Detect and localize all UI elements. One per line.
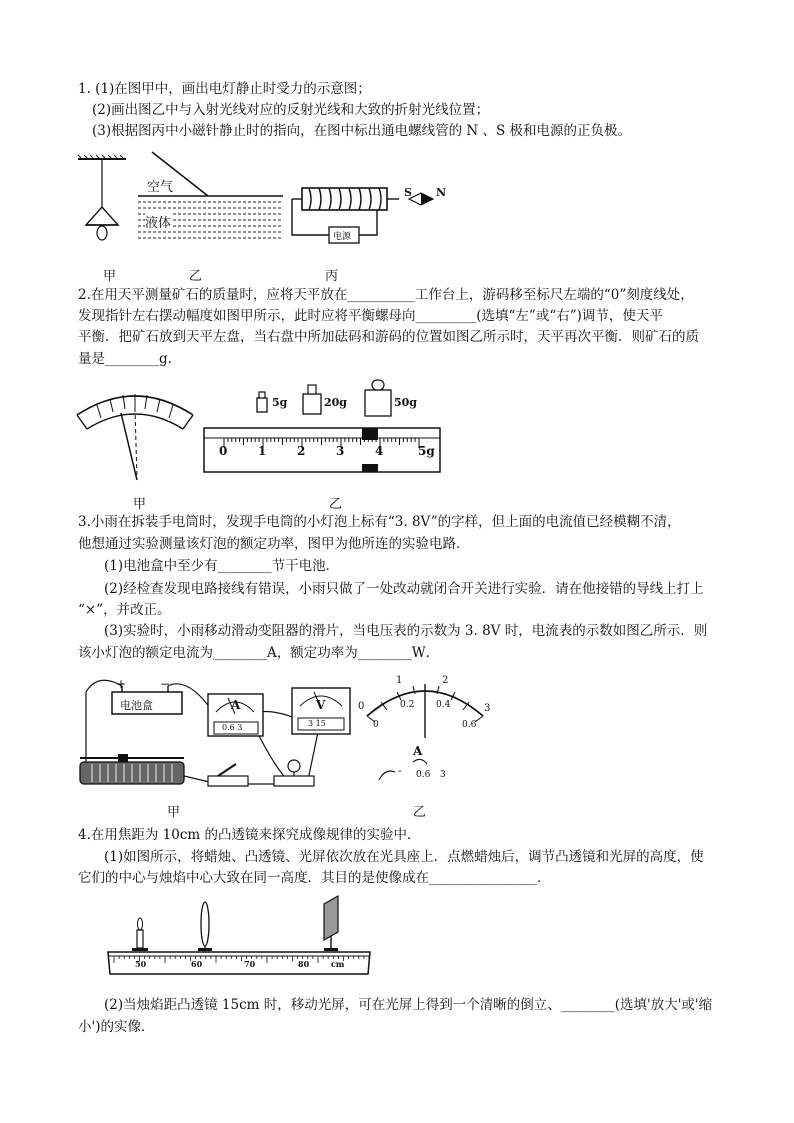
terminal-3: 3: [440, 770, 446, 780]
q4-line4: (2)当烛焰距凸透镜 15cm 时，移动光屏，可在光屏上得到一个清晰的倒立、________(选填'放大'或'缩: [104, 997, 713, 1013]
q4-line2: (1)如图所示，将蜡烛、凸透镜、光屏依次放在光具座上．点燃蜡烛后，调节凸透镜和光屏的高度，使: [104, 849, 704, 865]
q3-line7: 该小灯泡的额定电流为________A，额定功率为________W．: [78, 645, 440, 661]
ruler-tick-1: 1: [258, 444, 267, 458]
liquid-label: 液体: [145, 212, 171, 231]
compass-n-label: N: [436, 186, 447, 199]
circuit-figure: [78, 672, 348, 802]
scale-bot-0: 0: [373, 720, 379, 730]
q3-caption-yi: 乙: [413, 805, 427, 820]
ruler-tick-2: 2: [297, 444, 306, 458]
q3-line2: 他想通过实验测量该灯泡的额定功率，图甲为他所连的实验电路．: [78, 536, 470, 552]
q3-line4: (2)经检查发现电路接线有错误，小雨只做了一处改动就闭合开关进行实验．请在他接错的导线上打上: [104, 581, 704, 597]
bench-label-cm: cm: [331, 959, 345, 969]
q3-caption-jia: 甲: [167, 805, 181, 820]
scale-top-3: 3: [484, 703, 491, 714]
q4-line3: 它们的中心与烛焰中心大致在同一高度．其目的是使像成在________________．: [78, 870, 551, 886]
ruler-tick-4: 4: [375, 444, 384, 458]
q1-line3: (3)根据图丙中小磁针静止时的指向，在图中标出通电螺线管的 N 、S 极和电源的正负极。: [92, 123, 632, 139]
meter-unit-label: A: [413, 744, 423, 758]
weight-5g-label: 5g: [272, 396, 288, 409]
battery-minus-label: −: [160, 677, 171, 691]
balance-pointer-figure: [75, 385, 205, 485]
scale-bot-02: 0.2: [400, 700, 415, 710]
weights-ruler-figure: [200, 378, 440, 478]
q2-caption-jia: 甲: [133, 497, 147, 512]
scale-top-1: 1: [396, 675, 403, 686]
bench-label-50: 50: [135, 959, 147, 969]
q3-line1: 3.小雨在拆装手电筒时，发现手电筒的小灯泡上标有“3. 8V”的字样，但上面的电流值已经模糊不清，: [78, 514, 681, 530]
q2-caption-yi: 乙: [329, 497, 343, 512]
q1-caption-jia: 甲: [103, 269, 117, 284]
q3-line6: (3)实验时，小雨移动滑动变阻器的滑片，当电压表的示数为 3. 8V 时，电流表的示数如图乙所示．则: [104, 623, 708, 639]
scale-top-2: 2: [442, 675, 449, 686]
ammeter-label: A: [231, 698, 241, 712]
air-label: 空气: [147, 176, 173, 195]
weight-50g-label: 50g: [394, 396, 417, 409]
ammeter-terminals: 0.6 3: [222, 723, 243, 732]
hanging-lamp-figure: [78, 155, 138, 255]
q1-caption-bing: 丙: [325, 269, 339, 284]
q2-line3: 平衡．把矿石放到天平左盘，当右盘中所加砝码和游码的位置如图乙所示时，天平再次平衡．则矿石的质: [78, 329, 699, 345]
terminal-minus: -: [398, 764, 402, 777]
ruler-tick-5g: 5g: [418, 444, 435, 458]
ruler-tick-3: 3: [336, 444, 345, 458]
q3-line3: (1)电池盒中至少有________节干电池．: [104, 558, 340, 574]
terminal-06: 0.6: [416, 770, 431, 780]
bench-label-60: 60: [191, 959, 203, 969]
q1-caption-yi: 乙: [189, 269, 203, 284]
scale-bot-06: 0.6: [462, 720, 477, 730]
voltmeter-terminals: 3 15: [308, 719, 326, 728]
battery-plus-label: +: [116, 677, 127, 691]
weight-20g-label: 20g: [324, 396, 347, 409]
q2-line4: 量是________g．: [78, 351, 182, 367]
q1-line2: (2)画出图乙中与入射光线对应的反射光线和大致的折射光线位置；: [92, 102, 490, 118]
q3-line5: “×”，并改正。: [78, 602, 171, 618]
scale-bot-04: 0.4: [436, 700, 451, 710]
q1-line1: 1. (1)在图甲中，画出电灯静止时受力的示意图；: [78, 81, 371, 97]
scale-top-0: 0: [358, 701, 365, 712]
bench-label-70: 70: [244, 959, 256, 969]
power-label: 电源: [333, 232, 352, 242]
compass-s-label: S: [404, 186, 412, 199]
q2-line2: 发现指针左右摆动幅度如图甲所示，此时应将平衡螺母向_________(选填“左”或“右”)调节，使天平: [78, 308, 663, 324]
voltmeter-label: V: [316, 698, 326, 712]
battery-box-label: 电池盒: [120, 699, 153, 712]
q4-line1: 4.在用焦距为 10cm 的凸透镜来探究成像规律的实验中．: [78, 827, 421, 843]
ruler-tick-0: 0: [219, 444, 228, 458]
q4-line5: 小')的实像．: [78, 1019, 155, 1035]
q2-line1: 2.在用天平测量矿石的质量时，应将天平放在__________工作台上，游码移至标尺左端的“0”刻度线处，: [78, 287, 694, 303]
bench-label-80: 80: [298, 959, 310, 969]
